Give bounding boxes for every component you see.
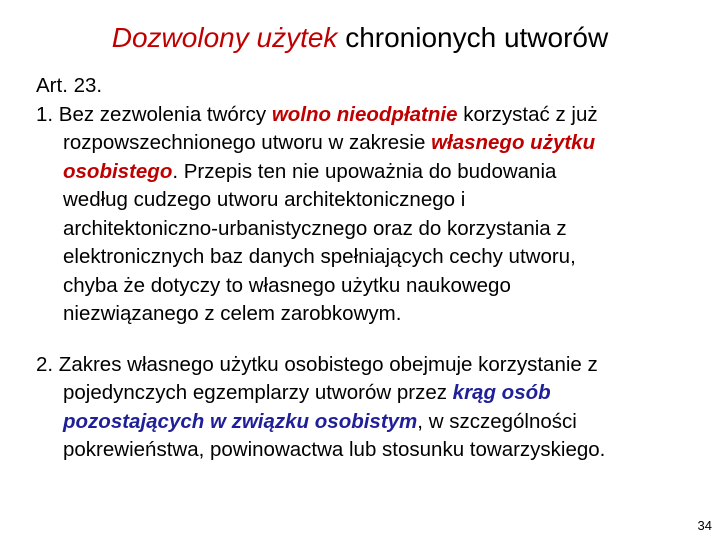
p1-line-6: elektronicznych baz danych spełniających cechy utworu,	[63, 245, 576, 268]
p1-line-3	[36, 158, 712, 187]
p1-l1-text-b: korzystać z już	[457, 102, 598, 126]
title-highlight: Dozwolony użytek	[111, 22, 338, 53]
article-heading: Art. 23.	[36, 74, 103, 97]
p1-line-7: chyba że dotyczy to własnego użytku naukowego	[63, 273, 511, 297]
paragraph-gap	[36, 329, 712, 351]
p2-line-1: 2. Zakres własnego użytku osobistego obejmuje korzystanie z	[36, 352, 598, 376]
p1-l3-text-b: . Przepis ten nie upoważnia do budowania	[172, 159, 557, 183]
slide-title	[0, 18, 720, 58]
p2-l2-highlight: krąg osób	[452, 381, 551, 404]
p1-line-1	[36, 101, 712, 130]
p1-line-4: według cudzego utworu architektonicznego i	[63, 188, 466, 211]
p1-l1-text-a: 1. Bez zezwolenia twórcy	[36, 102, 272, 126]
p2-line-3	[36, 408, 712, 437]
p1-l3-highlight: osobistego	[63, 159, 173, 183]
p2-l3-text-b: , w szczególności	[417, 409, 577, 433]
paragraph-1	[36, 101, 712, 329]
p1-l2-highlight: własnego użytku	[431, 131, 596, 154]
p1-line-5: architektoniczno-urbanistycznego oraz do korzystania z	[63, 216, 567, 240]
paragraph-2	[36, 351, 712, 465]
slide-body	[36, 72, 712, 465]
p2-line-2	[36, 379, 712, 408]
title-rest: chronionych utworów	[337, 22, 609, 53]
p1-l1-highlight: wolno nieodpłatnie	[271, 102, 458, 126]
p2-l2-text-a: pojedynczych egzemplarzy utworów przez	[63, 381, 453, 404]
page-number: 34	[697, 518, 712, 533]
p1-line-8: niezwiązanego z celem zarobkowym.	[63, 302, 402, 325]
p2-l3-highlight: pozostających w związku osobistym	[63, 409, 418, 433]
p1-line-2	[36, 129, 712, 158]
p1-l2-text-a: rozpowszechnionego utworu w zakresie	[63, 131, 432, 154]
p2-line-4: pokrewieństwa, powinowactwa lub stosunku towarzyskiego.	[63, 438, 606, 461]
